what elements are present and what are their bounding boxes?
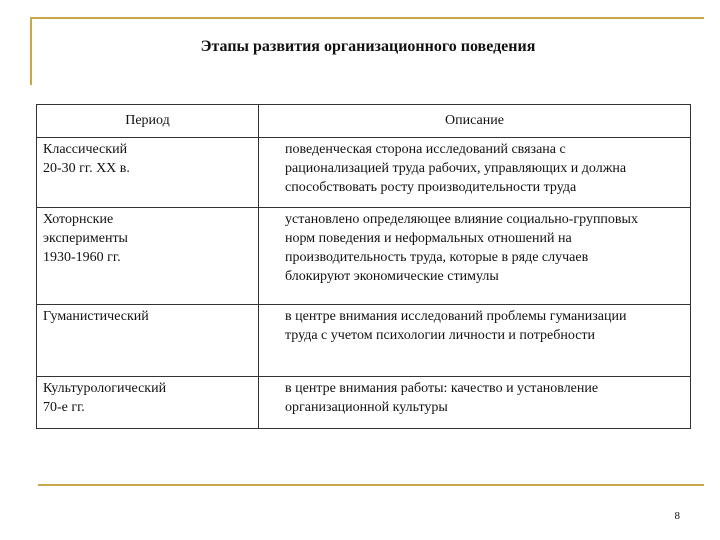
description-line: норм поведения и неформальных отношений на [285,231,572,246]
description-line: производительность труда, которые в ряде случаев [285,250,589,265]
description-line: блокируют экономические стимулы [285,269,499,284]
period-line: Хоторнские [43,212,114,227]
period-cell [37,377,259,429]
period-line: Культурологический [43,381,167,396]
description-line: поведенческая сторона исследований связана с [285,142,566,157]
stages-table [36,104,691,429]
period-line: 1930-1960 гг. [43,250,121,265]
description-cell [259,138,691,208]
description-cell [259,377,691,429]
header-period: Период [37,105,259,138]
page-number: 8 [674,510,680,522]
table-row [37,305,691,377]
frame-bottom-line [38,484,704,486]
period-line: эксперименты [43,231,128,246]
header-description: Описание [259,105,691,138]
description-line: организационной культуры [285,400,448,415]
table-row [37,208,691,305]
period-cell [37,305,259,377]
frame-top-line [30,17,704,19]
description-line: рационализацией труда рабочих, управляющих и должна [285,161,627,176]
table-row [37,377,691,429]
table-header-row [37,105,691,138]
period-cell [37,138,259,208]
description-line: труда с учетом психологии личности и потребности [285,328,596,343]
description-cell [259,305,691,377]
description-cell [259,208,691,305]
period-line: Гуманистический [43,309,149,324]
description-line: способствовать росту производительности труда [285,180,577,195]
description-line: в центре внимания работы: качество и установление [285,381,599,396]
period-cell [37,208,259,305]
description-line: в центре внимания исследований проблемы гуманизации [285,309,627,324]
period-line: 70-е гг. [43,400,85,415]
table-row [37,138,691,208]
period-line: Классический [43,142,128,157]
slide-title: Этапы развития организационного поведения [200,38,536,55]
description-line: установлено определяющее влияние социально-групповых [285,212,638,227]
period-line: 20-30 гг. ХХ в. [43,161,130,176]
